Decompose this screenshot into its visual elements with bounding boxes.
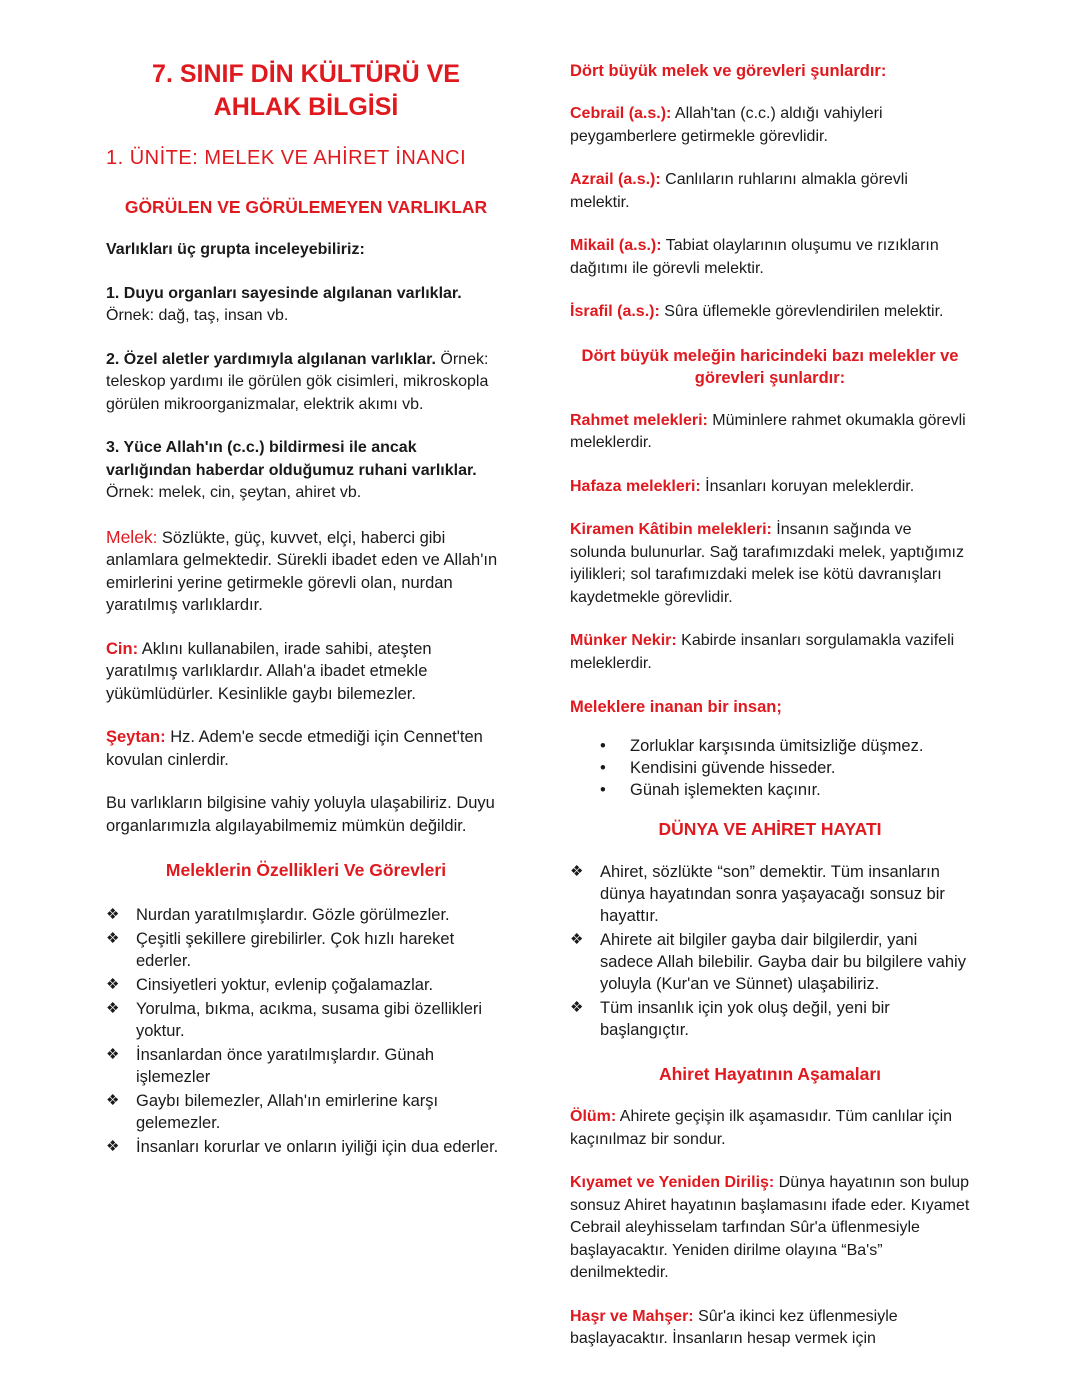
angel-name: Hafaza melekleri: [570,477,701,495]
stage-name: Ölüm: [570,1108,617,1125]
angel-cebrail: Cebrail (a.s.): Allah'tan (c.c.) aldığı vahiyleri peygamberlere getirmekle görevlidir. [570,105,883,145]
bullet-icon: • [600,737,606,755]
intro-text: Varlıkları üç grupta inceleyebiliriz: [106,241,365,258]
stage-name: Haşr ve Mahşer: [570,1307,694,1325]
angel-kiramen-katibin: Kiramen Kâtibin melekleri: İnsanın sağında ve solunda bulunurlar. Sağ tarafımızdaki melek, yaptığımız iyilikleri; sol tarafımızdaki melek ise kötü davranışları kaydetmekle görevlidir. [570,521,964,606]
group-1-text: Örnek: dağ, taş, insan vb. [106,307,289,324]
section-heading-angel-features: Meleklerin Özellikleri Ve Görevleri [165,860,447,880]
diamond-bullet-icon: ❖ [106,906,120,923]
diamond-bullet-icon: ❖ [570,999,584,1016]
other-angels-heading: Dört büyük meleğin haricindeki bazı melekler ve görevleri şunlardır: [581,346,959,387]
diamond-bullet-icon: ❖ [106,1092,120,1109]
group-3 [106,437,506,505]
angel-name: Münker Nekir: [570,632,677,649]
term-cin: Cin: [106,639,139,658]
angel-name: Mikail (a.s.): [570,237,662,254]
angel-name: Cebrail (a.s.): [570,105,672,122]
definition-melek [106,526,506,617]
list-item: • Günah işlemekten kaçınır. [600,781,821,799]
note-text: Bu varlıkların bilgisine vahiy yoluyla ulaşabiliriz. Duyu organlarımızla algılayabilmemiz mümkün değildir. [106,794,495,835]
list-item: ❖ İnsanları korurlar ve onların iyiliği için dua ederler. [106,1138,499,1156]
angel-israfil: İsrafil (a.s.): Sûra üflemekle görevlendirilen melektir. [570,303,944,320]
diamond-bullet-icon: ❖ [106,930,120,947]
group-2-label: 2. Özel aletler yardımıyla algılanan varlıklar. [106,350,436,368]
bullet-icon: • [600,759,606,777]
diamond-bullet-icon: ❖ [106,1000,120,1017]
stage-resurrection: Kıyamet ve Yeniden Diriliş: Dünya hayatının son bulup sonsuz Ahiret hayatının başlamasını ifade eder. Kıyamet Cebrail aleyhisselam tarfından Sûr'a üflenmesiyle başlayacaktır. Yeniden dirilme olayına “Ba's” denilmektedir. [570,1174,970,1281]
list-item: • Zorluklar karşısında ümitsizliğe düşmez. [600,737,924,755]
group-3-text: Örnek: melek, cin, şeytan, ahiret vb. [106,484,362,501]
list-item: • Kendisini güvende hisseder. [600,759,836,777]
angel-azrail: Azrail (a.s.): Canlıların ruhlarını almakla görevli melektir. [570,171,908,211]
list-item: ❖ İnsanlardan önce yaratılmışlardır. Günah işlemezler [106,1046,435,1086]
bullet-icon: • [600,781,606,799]
believer-heading: Meleklere inanan bir insan; [570,698,782,716]
term-melek-sep: : [152,528,158,547]
term-seytan: Şeytan: [106,728,166,746]
group-1 [106,283,506,328]
stage-name: Kıyamet ve Yeniden Diriliş: [570,1174,775,1191]
diamond-bullet-icon: ❖ [570,931,584,948]
angel-name: Rahmet melekleri: [570,411,708,429]
group-2 [106,349,506,417]
group-1-label: 1. Duyu organları sayesinde algılanan varlıklar. [106,284,462,302]
diamond-bullet-icon: ❖ [106,1138,120,1155]
group-3-label: 3. Yüce Allah'ın (c.c.) bildirmesi ile ancak varlığından haberdar olduğumuz ruhani varlıklar. [106,439,477,479]
section-heading-visible-invisible: GÖRÜLEN VE GÖRÜLEMEYEN VARLIKLAR [124,197,488,217]
stage-hashr: Haşr ve Mahşer: Sûr'a ikinci kez üflenmesiyle başlayacaktır. İnsanların hesap vermek için [570,1307,898,1347]
right-column [570,60,970,1351]
unit-title: 1. ÜNİTE: MELEK VE AHİRET İNANCI [106,147,467,169]
left-column [106,58,506,1177]
angel-name: Azrail (a.s.): [570,171,661,188]
group-2-text: Örnek: teleskop yardımı ile görülen gök cisimleri, mikroskopla görülen mikroorganizmalar, elektrik akımı vb. [106,350,489,413]
angel-rahmet: Rahmet melekleri: Müminlere rahmet okumakla görevli meleklerdir. [570,411,966,451]
term-melek: Melek [106,526,153,547]
list-item: ❖ Ahirete ait bilgiler gayba dair bilgilerdir, yani sadece Allah bilebilir. Gayba dair bu bilgilere vahiy yoluyla (Kur'an ve Sünnet) ulaşabiliriz. [570,931,966,993]
list-item: ❖ Tüm insanlık için yok oluş değil, yeni bir başlangıçtır. [570,999,890,1039]
definition-seytan-text: Hz. Adem'e secde etmediği için Cennet'ten kovulan cinlerdir. [106,728,483,769]
list-item: ❖ Cinsiyetleri yoktur, evlenip çoğalamazlar. [106,976,434,994]
believer-list [570,735,970,801]
angel-hafaza: Hafaza melekleri: İnsanları koruyan meleklerdir. [570,477,915,495]
angel-mikail: Mikail (a.s.): Tabiat olaylarının oluşumu ve rızıkların dağıtımı ile görevli melektir. [570,237,939,277]
angel-name: Kiramen Kâtibin melekleri: [570,521,772,538]
section-heading-world-afterlife: DÜNYA VE AHİRET HAYATI [658,819,882,839]
features-list [106,904,506,1158]
list-item: ❖ Gaybı bilemezler, Allah'ın emirlerine karşı gelemezler. [106,1092,439,1132]
diamond-bullet-icon: ❖ [106,976,120,993]
angel-name: İsrafil (a.s.): [570,303,660,320]
definition-cin [106,638,506,706]
big-four-heading: Dört büyük melek ve görevleri şunlardır: [570,62,887,80]
afterlife-list [570,861,970,1041]
diamond-bullet-icon: ❖ [106,1046,120,1063]
section-heading-afterlife-stages: Ahiret Hayatının Aşamaları [658,1064,882,1084]
definition-melek-text: Sözlükte, güç, kuvvet, elçi, haberci gibi anlamlara gelmektedir. Sürekli ibadet eden ve Allah'ın emirlerini yerine getirmekle görevli olan, nurdan yaratılmış varlıklardır. [106,528,498,614]
definition-cin-text: Aklını kullanabilen, irade sahibi, ateşten yaratılmış varlıklardır. Allah'a ibadet etmekle yükümlüdürler. Kesinlikle gaybı bilemezler. [106,639,432,703]
list-item: ❖ Çeşitli şekillere girebilirler. Çok hızlı hareket ederler. [106,930,455,970]
list-item: ❖ Nurdan yaratılmışlardır. Gözle görülmezler. [106,906,450,924]
definition-seytan [106,726,506,771]
page-title: 7. SINIF DİN KÜLTÜRÜ VE AHLAK BİLGİSİ [152,60,460,121]
diamond-bullet-icon: ❖ [570,863,584,880]
angel-munker-nekir: Münker Nekir: Kabirde insanları sorgulamakla vazifeli meleklerdir. [570,632,955,672]
list-item: ❖ Ahiret, sözlükte “son” demektir. Tüm insanların dünya hayatından sonra yaşayacağı sonsuz bir hayattır. [570,863,945,925]
stage-death: Ölüm: Ahirete geçişin ilk aşamasıdır. Tüm canlılar için kaçınılmaz bir sondur. [570,1108,953,1148]
list-item: ❖ Yorulma, bıkma, acıkma, susama gibi özellikleri yoktur. [106,1000,483,1040]
